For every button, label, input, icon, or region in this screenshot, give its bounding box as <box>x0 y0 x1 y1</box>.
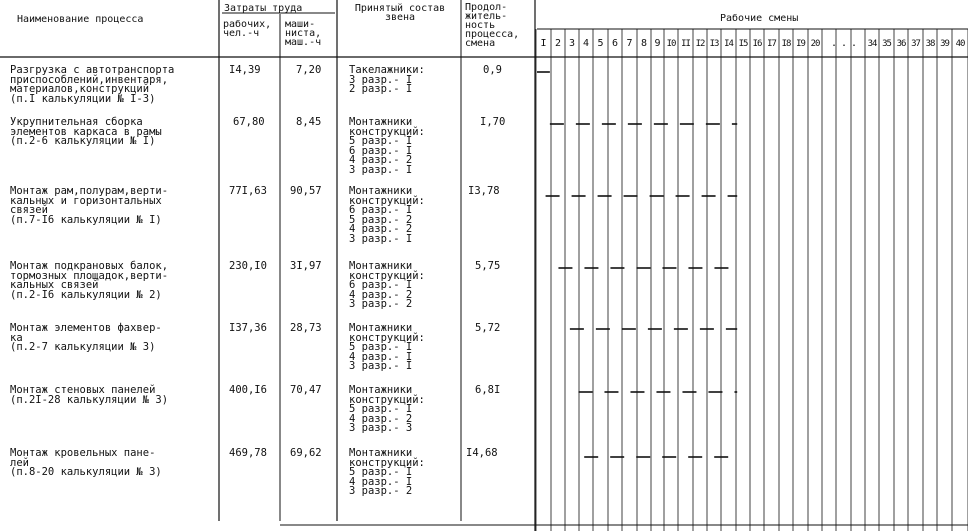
header-duration: Продол- житель- ность процесса, смена <box>465 2 520 49</box>
shift-number: 6 <box>611 39 619 49</box>
shift-number: 3 <box>568 39 576 49</box>
process-duration: I4,68 <box>466 447 498 459</box>
workers-cost: 230,I0 <box>229 260 267 272</box>
header-workers: рабочих, чел.-ч <box>223 19 272 39</box>
process-name: Укрупнительная сборка элементов каркаса в рамы (п.2-6 калькуляции № I) <box>10 116 162 147</box>
workers-cost: 469,78 <box>229 447 267 459</box>
crew-composition: Монтажники конструкций: 5 разр.- I 4 разр.- I 3 разр.- I <box>349 322 425 372</box>
shift-number: I6 <box>752 39 762 49</box>
shift-number: 36 <box>896 39 906 49</box>
crew-composition: Такелажники: 3 разр.- I 2 разр.- I <box>349 64 425 95</box>
shift-number: 8 <box>640 39 648 49</box>
machinist-cost: 69,62 <box>290 447 322 459</box>
shift-number: II <box>681 39 690 49</box>
shift-number: 38 <box>925 39 935 49</box>
shift-number: 4 <box>582 39 590 49</box>
shift-number: 7 <box>626 39 633 49</box>
shift-number: I9 <box>796 39 805 49</box>
shift-number: 35 <box>882 39 891 49</box>
crew-composition: Монтажники конструкций: 6 разр.- I 4 разр.- 2 3 разр.- 2 <box>349 260 425 310</box>
process-name: Монтаж рам,полурам,верти- кальных и горизонтальных связей (п.7-I6 калькуляции № I) <box>10 185 169 226</box>
shift-number: I8 <box>781 39 791 49</box>
header-process-name: Наименование процесса <box>17 14 144 25</box>
shift-number: I4 <box>724 39 733 49</box>
shift-number: 37 <box>911 39 920 49</box>
crew-composition: Монтажники конструкций: 5 разр.- I 4 разр.- 2 3 разр.- 3 <box>349 384 425 434</box>
workers-cost: I37,36 <box>229 322 267 334</box>
machinist-cost: 3I,97 <box>290 260 322 272</box>
workers-cost: 400,I6 <box>229 384 267 396</box>
shift-number: 40 <box>955 39 965 49</box>
shift-number: I3 <box>709 39 719 49</box>
machinist-cost: 8,45 <box>296 116 322 128</box>
machinist-cost: 90,57 <box>290 185 322 197</box>
process-name: Разгрузка с автотранспорта приспособлений,инвентаря, материалов,конструкций (п.I калькуляции № I-3) <box>10 64 175 105</box>
process-duration: 5,75 <box>475 260 501 272</box>
workers-cost: 77I,63 <box>229 185 267 197</box>
machinist-cost: 7,20 <box>296 64 322 76</box>
process-duration: 5,72 <box>475 322 501 334</box>
header-work-shifts: Рабочие смены <box>720 13 799 24</box>
shift-number: I <box>540 39 547 49</box>
machinist-cost: 70,47 <box>290 384 322 396</box>
header-crew: Принятый состав звена <box>354 3 446 23</box>
shift-number: I7 <box>767 39 776 49</box>
workers-cost: I4,39 <box>229 64 261 76</box>
shift-number: 34 <box>867 39 877 49</box>
shift-number: 5 <box>597 39 604 49</box>
shift-number: I2 <box>695 39 705 49</box>
process-duration: I,70 <box>480 116 506 128</box>
shift-number: 20 <box>810 39 820 49</box>
process-name: Монтаж кровельных пане- лей (п.8-20 калькуляции № 3) <box>10 447 162 478</box>
shift-number: . . . <box>830 39 857 49</box>
shift-number: 2 <box>554 39 562 49</box>
process-duration: 0,9 <box>483 64 502 76</box>
workers-cost: 67,80 <box>233 116 265 128</box>
shift-number: I5 <box>738 39 748 49</box>
crew-composition: Монтажники конструкций: 6 разр.- I 5 разр.- 2 4 разр.- 2 3 разр.- I <box>349 185 425 245</box>
process-name: Монтаж подкрановых балок, тормозных площадок,верти- кальных связей (п.2-I6 калькуляции № 2) <box>10 260 169 301</box>
header-machinist: маши- ниста, маш.-ч <box>285 19 322 48</box>
shift-number: 39 <box>940 39 949 49</box>
crew-composition: Монтажники конструкций: 5 разр.- I 4 разр.- I 3 разр.- 2 <box>349 447 425 497</box>
process-name: Монтаж элементов фахвер- ка (п.2-7 калькуляции № 3) <box>10 322 162 353</box>
process-duration: 6,8I <box>475 384 501 396</box>
process-name: Монтаж стеновых панелей (п.2I-28 калькуляции № 3) <box>10 384 169 406</box>
shift-number: I0 <box>666 39 676 49</box>
crew-composition: Монтажники конструкций: 5 разр.- I 6 разр.- I 4 разр.- 2 3 разр.- I <box>349 116 425 176</box>
process-duration: I3,78 <box>468 185 500 197</box>
machinist-cost: 28,73 <box>290 322 322 334</box>
shift-number: 9 <box>654 39 661 49</box>
header-labor-costs: Затраты труда <box>224 3 303 14</box>
